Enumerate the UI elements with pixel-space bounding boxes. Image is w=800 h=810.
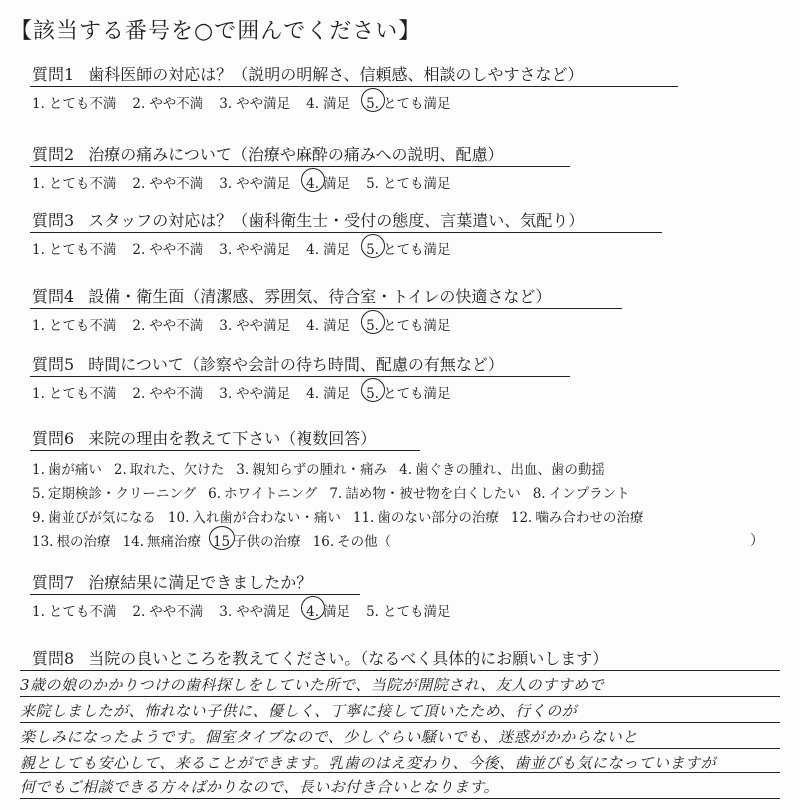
option-number: 4. [306,176,320,192]
option-label: やや満足 [236,242,291,258]
rating-option[interactable] [132,600,203,620]
option-number: 2. [132,96,146,112]
rating-option-selected[interactable] [366,92,450,112]
sheet-heading: 【該当する番号を○で囲んでください】 [10,19,422,44]
option-label: とても不満 [48,386,117,402]
option-number: 2. [132,176,146,192]
option-label: 定期検診・クリーニング [47,486,197,502]
rating-option[interactable] [219,172,290,192]
reason-option[interactable] [533,482,630,502]
option-label: やや不満 [149,176,204,192]
reason-option[interactable] [511,506,643,526]
option-number: 4. [306,96,320,112]
option-label: やや満足 [236,604,291,620]
option-number: 5. [366,176,379,192]
question-title [32,208,584,231]
question-number: 質問4 [32,287,75,306]
option-number: 9. [32,510,45,526]
reason-option-selected[interactable] [213,530,301,550]
option-number: 1. [32,604,45,620]
option-number: 4. [306,386,320,402]
rating-option-selected[interactable] [366,238,450,258]
answer-ruled-line [20,748,780,749]
option-label: 無痛治療 [146,534,201,550]
option-label: 詰め物・被せ物を白くしたい [345,486,521,502]
question-underline [30,594,360,595]
option-number: 4. [306,604,320,620]
option-number: 1. [32,96,45,112]
option-number: 3. [219,604,233,620]
option-number: 14. [122,534,144,550]
option-number: 7. [329,486,343,502]
answer-ruled-line [20,798,780,799]
rating-option[interactable] [219,314,290,334]
option-number: 3. [219,386,233,402]
option-number: 12. [510,510,533,526]
option-number: 5. [366,96,379,112]
option-label: 歯ぐきの腫れ、出血、歯の動揺 [415,462,605,478]
rating-options [32,600,466,620]
option-label: 歯のない部分の治療 [377,510,499,526]
option-number: 1. [32,176,45,192]
rating-option-selected[interactable] [306,172,350,192]
option-label: とても満足 [382,604,451,620]
option-label: やや満足 [236,96,291,112]
option-label: その他（ [337,534,392,550]
option-number: 4. [399,462,413,478]
question-number: 質問8 [32,649,75,668]
option-label: 根の治療 [56,534,111,550]
option-number: 3. [219,176,233,192]
option-label: とても満足 [382,176,451,192]
option-number: 15 [212,534,231,550]
question-underline [30,376,570,377]
other-close-paren: ） [750,533,764,549]
option-number: 11. [352,510,375,526]
option-label: とても満足 [382,242,451,258]
option-label: 満足 [323,604,351,620]
rating-option[interactable] [219,238,290,258]
option-label: とても不満 [48,96,117,112]
option-label: 満足 [323,242,351,258]
reason-option[interactable] [353,506,499,526]
rating-option[interactable] [219,382,290,402]
option-label: 入れ歯が合わない・痛い [192,510,341,526]
option-label: 取れた、欠けた [129,462,225,478]
reason-option[interactable] [122,530,200,550]
question-number: 質問5 [32,355,75,374]
reason-option[interactable] [32,530,110,550]
option-number: 2. [132,318,146,334]
option-number: 3. [219,96,233,112]
option-number: 1. [32,242,45,258]
option-number: 5. [366,386,379,402]
option-label: インプラント [548,486,630,502]
rating-option[interactable] [32,314,116,334]
option-number: 5. [366,242,379,258]
reason-option[interactable] [168,506,341,526]
option-label: やや満足 [236,318,291,334]
reason-option[interactable] [32,506,156,526]
option-number: 6. [208,486,222,502]
option-label: 満足 [323,96,351,112]
option-label: やや不満 [149,604,204,620]
handwritten-answer-line: 何でもご相談できる方々ばかりなので、長いお付き合いとなります。 [20,778,500,796]
question-title [32,570,312,593]
option-label: とても不満 [48,318,117,334]
rating-options [32,382,466,402]
reason-row [32,458,617,478]
rating-option[interactable] [366,172,450,192]
reason-option[interactable] [329,482,520,502]
rating-option[interactable] [32,382,116,402]
question-text: 治療の痛みについて（治療や麻酔の痛みへの説明、配慮） [88,145,504,164]
reason-row [32,482,642,502]
rating-option[interactable] [32,238,116,258]
option-label: やや不満 [149,96,204,112]
question-text: 当院の良いところを教えてください。（なるべく具体的にお願いします） [88,649,609,668]
question-title [32,426,376,449]
option-number: 5. [32,486,45,502]
rating-option[interactable] [219,600,290,620]
question-title [32,646,608,669]
question-underline [30,308,622,309]
rating-option-selected[interactable] [366,314,450,334]
question-number: 質問6 [32,429,75,448]
handwritten-answer-line: 来院しましたが、怖れない子供に、優しく、丁寧に接して頂いたため、行くのが [20,702,578,720]
option-number: 3. [219,242,233,258]
option-number: 16. [312,534,335,550]
option-number: 8. [532,486,546,502]
rating-option[interactable] [306,314,350,334]
rating-options [32,172,466,192]
option-label: やや不満 [149,386,204,402]
question-text: 時間について（診察や会計の待ち時間、配慮の有無など） [88,355,504,374]
option-label: やや満足 [236,176,291,192]
option-label: とても満足 [382,96,451,112]
reason-option[interactable] [313,530,391,550]
question-underline [30,232,662,233]
reason-row [32,506,655,526]
option-label: とても満足 [382,318,451,334]
option-number: 3. [219,318,233,334]
reason-option[interactable] [236,458,387,478]
reason-option[interactable] [208,482,317,502]
reason-row [32,530,403,550]
handwritten-answer-line: 楽しみになったようです。個室タイプなので、少しぐらい騒いでも、迷惑がかからないと [20,728,638,746]
rating-option[interactable] [132,172,203,192]
option-number: 2. [132,242,146,258]
option-number: 2. [132,386,146,402]
question-text: 歯科医師の対応は？（説明の明解さ、信頼感、相談のしやすさなど） [88,65,584,84]
rating-option[interactable] [132,382,203,402]
option-label: やや不満 [149,318,204,334]
rating-option-selected[interactable] [366,382,450,402]
option-label: 満足 [323,386,351,402]
option-number: 1. [32,386,45,402]
option-number: 10. [167,510,190,526]
option-label: やや不満 [149,242,204,258]
option-label: やや満足 [236,386,291,402]
reason-option[interactable] [32,482,196,502]
answer-ruled-line [20,670,780,671]
option-number: 1. [32,318,45,334]
option-number: 2. [132,604,146,620]
answer-ruled-line [20,696,780,697]
answer-ruled-line [20,772,780,773]
question-underline [30,450,420,451]
option-label: とても不満 [48,176,117,192]
option-label: とても不満 [48,604,117,620]
question-underline [30,166,570,167]
question-title [32,142,504,165]
option-label: 親知らずの腫れ・痛み [252,462,388,478]
rating-options [32,238,466,258]
question-text: 治療結果に満足できましたか？ [88,573,313,592]
option-number: 1. [32,462,45,478]
rating-option[interactable] [132,314,203,334]
question-number: 質問2 [32,145,75,164]
rating-option-selected[interactable] [306,600,350,620]
option-number: 4. [306,318,320,334]
rating-option[interactable] [32,600,116,620]
answer-ruled-line [20,722,780,723]
option-label: とても満足 [382,386,451,402]
rating-option[interactable] [219,92,290,112]
question-title [32,352,504,375]
rating-option[interactable] [132,92,203,112]
question-text: 設備・衛生面（清潔感、雰囲気、待合室・トイレの快適さなど） [88,287,552,306]
option-label: 子供の治療 [233,534,301,550]
option-number: 13. [32,534,54,550]
option-number: 5. [366,318,379,334]
question-number: 質問7 [32,573,75,592]
option-number: 5. [366,604,379,620]
question-text: 来院の理由を教えて下さい（複数回答） [88,429,377,448]
question-title [32,62,584,85]
option-label: 満足 [323,176,351,192]
option-number: 2. [113,462,127,478]
handwritten-answer-line: 親としても安心して、来ることができます。乳歯のはえ変わり、今後、歯並びも気になっていますが [20,754,717,772]
question-text: スタッフの対応は？（歯科衛生士・受付の態度、言葉遣い、気配り） [88,211,585,230]
option-label: 満足 [323,318,351,334]
option-label: 歯並びが気になる [47,510,156,526]
rating-options [32,92,466,112]
question-title [32,284,551,307]
rating-option[interactable] [366,600,450,620]
option-label: 噛み合わせの治療 [535,510,644,526]
reason-option[interactable] [114,458,224,478]
question-number: 質問3 [32,211,75,230]
option-label: とても不満 [48,242,117,258]
rating-option[interactable] [306,238,350,258]
question-number: 質問1 [32,65,75,84]
reason-option[interactable] [399,458,605,478]
rating-option[interactable] [306,92,350,112]
reason-option[interactable] [32,458,102,478]
rating-options [32,314,466,334]
rating-option[interactable] [32,92,116,112]
option-number: 3. [236,462,250,478]
handwritten-answer-line: 3歳の娘のかかりつけの歯科探しをしていた所で、当院が開院され、友人のすすめで [20,676,605,694]
rating-option[interactable] [32,172,116,192]
rating-option[interactable] [306,382,350,402]
rating-option[interactable] [132,238,203,258]
option-label: ホワイトニング [224,486,318,502]
option-label: 歯が痛い [47,462,102,478]
option-number: 4. [306,242,320,258]
question-underline [30,86,678,87]
